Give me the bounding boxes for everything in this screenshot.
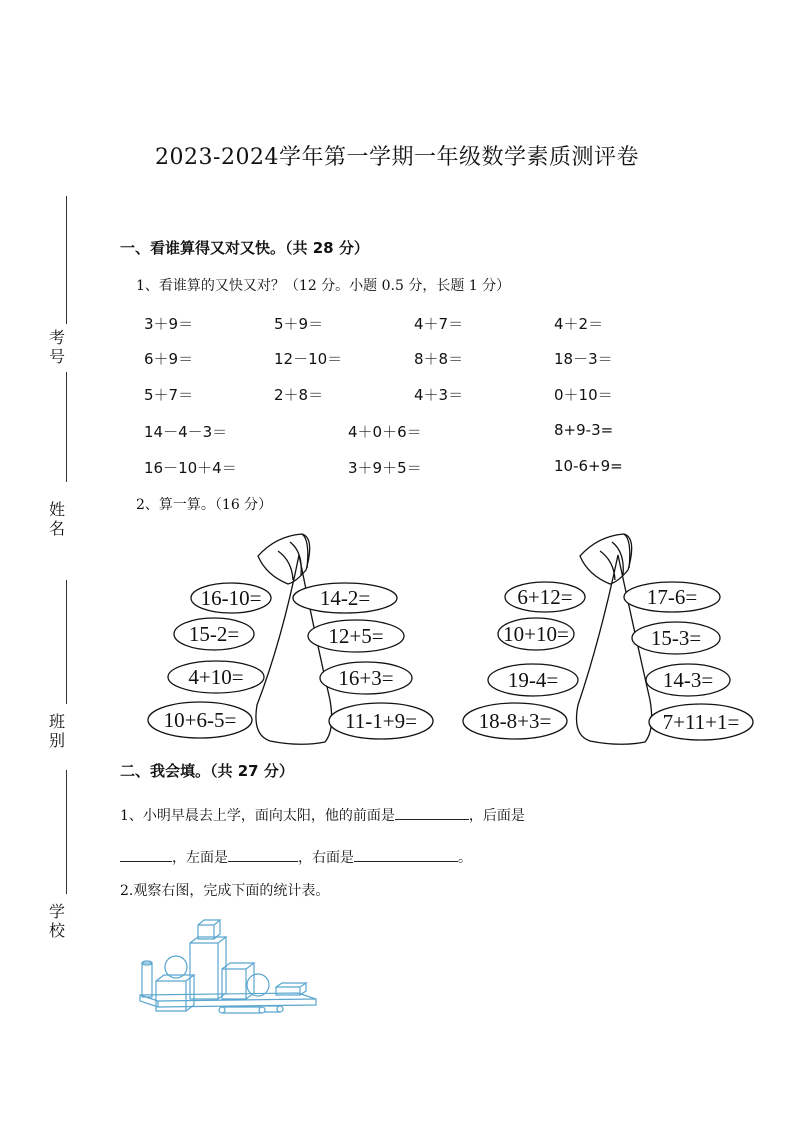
q2-statistics: 2.观察右图，完成下面的统计表。 xyxy=(120,883,330,899)
problem: 5＋9＝ xyxy=(274,315,324,333)
answer-blank-front[interactable] xyxy=(395,805,469,820)
problem: 14－4－3＝ xyxy=(144,423,228,441)
school-label: 学校 xyxy=(48,902,65,940)
problem: 10-6+9= xyxy=(554,457,623,475)
q1-text: ，右面是 xyxy=(298,850,354,866)
q1-text: ，左面是 xyxy=(172,850,228,866)
problem: 5＋7＝ xyxy=(144,386,194,404)
name-label: 姓名 xyxy=(48,500,65,538)
q1-instruction: 1、看谁算的又快又对？（12 分。小题 0.5 分，长题 1 分） xyxy=(136,278,511,294)
cube-shape xyxy=(156,975,194,1011)
q1-text: 。 xyxy=(458,850,472,866)
problem: 4＋0＋6＝ xyxy=(348,423,422,441)
problem: 2＋8＝ xyxy=(274,386,324,404)
equation-text: 10+6-5= xyxy=(163,708,237,732)
section2-heading: 二、我会填。（共 27 分） xyxy=(120,762,294,780)
problem: 0＋10＝ xyxy=(554,386,613,404)
problem: 3＋9＋5＝ xyxy=(348,459,422,477)
problem: 8＋8＝ xyxy=(414,350,464,368)
equation-text: 15-3= xyxy=(650,626,702,650)
equation-text: 12+5= xyxy=(328,624,384,648)
tree-trunk-left xyxy=(256,555,332,744)
problem: 8+9-3= xyxy=(554,421,614,439)
equation-text: 4+10= xyxy=(188,665,244,689)
problem: 18－3＝ xyxy=(554,350,613,368)
page-title: 2023-2024学年第一学期一年级数学素质测评卷 xyxy=(155,145,639,170)
q2-instruction: 2、算一算。（16 分） xyxy=(136,497,273,513)
problem: 12－10＝ xyxy=(274,350,343,368)
equation-text: 17-6= xyxy=(646,585,698,609)
small-cube-shape xyxy=(198,920,220,939)
problem: 3＋9＝ xyxy=(144,315,194,333)
equation-text: 16+3= xyxy=(338,666,394,690)
tree-top-left xyxy=(258,534,310,584)
lying-cylinder xyxy=(222,1007,262,1013)
equation-text: 10+10= xyxy=(503,622,569,646)
problem: 4＋2＝ xyxy=(554,315,604,333)
answer-blank-right[interactable] xyxy=(354,847,458,862)
equation-text: 6+12= xyxy=(517,585,573,609)
equation-text: 18-8+3= xyxy=(478,709,552,733)
cylinder-end xyxy=(277,1006,283,1012)
answer-blank-back[interactable] xyxy=(120,847,172,862)
problem: 16－10＋4＝ xyxy=(144,459,237,477)
q1-direction xyxy=(120,805,740,825)
sphere-shape xyxy=(247,974,269,996)
class-label: 班别 xyxy=(48,712,65,750)
solid-shapes-figure xyxy=(130,915,320,1017)
tree-trunk-right xyxy=(577,555,652,744)
problem: 4＋7＝ xyxy=(414,315,464,333)
cylinder-end xyxy=(219,1007,225,1013)
equation-text: 7+11+1= xyxy=(662,710,740,734)
q1-direction-cont xyxy=(120,847,740,867)
equation-text: 14-3= xyxy=(662,668,714,692)
answer-blank-left[interactable] xyxy=(228,847,298,862)
equation-text: 14-2= xyxy=(319,586,371,610)
problem: 6＋9＝ xyxy=(144,350,194,368)
q1-text: 1、小明早晨去上学，面向太阳，他的前面是 xyxy=(120,808,395,824)
equation-text: 16-10= xyxy=(200,586,262,610)
section1-heading: 一、看谁算得又对又快。（共 28 分） xyxy=(120,239,369,257)
q1-text: ，后面是 xyxy=(468,808,525,824)
problem: 4＋3＝ xyxy=(414,386,464,404)
equation-text: 19-4= xyxy=(507,668,559,692)
tree-top-right xyxy=(580,534,632,584)
cuboid-shape xyxy=(190,937,226,999)
equation-text: 11-1+9= xyxy=(345,709,417,733)
equation-text: 15-2= xyxy=(188,622,240,646)
id-number-label: 考号 xyxy=(48,328,65,366)
cylinder-shape xyxy=(142,963,152,997)
